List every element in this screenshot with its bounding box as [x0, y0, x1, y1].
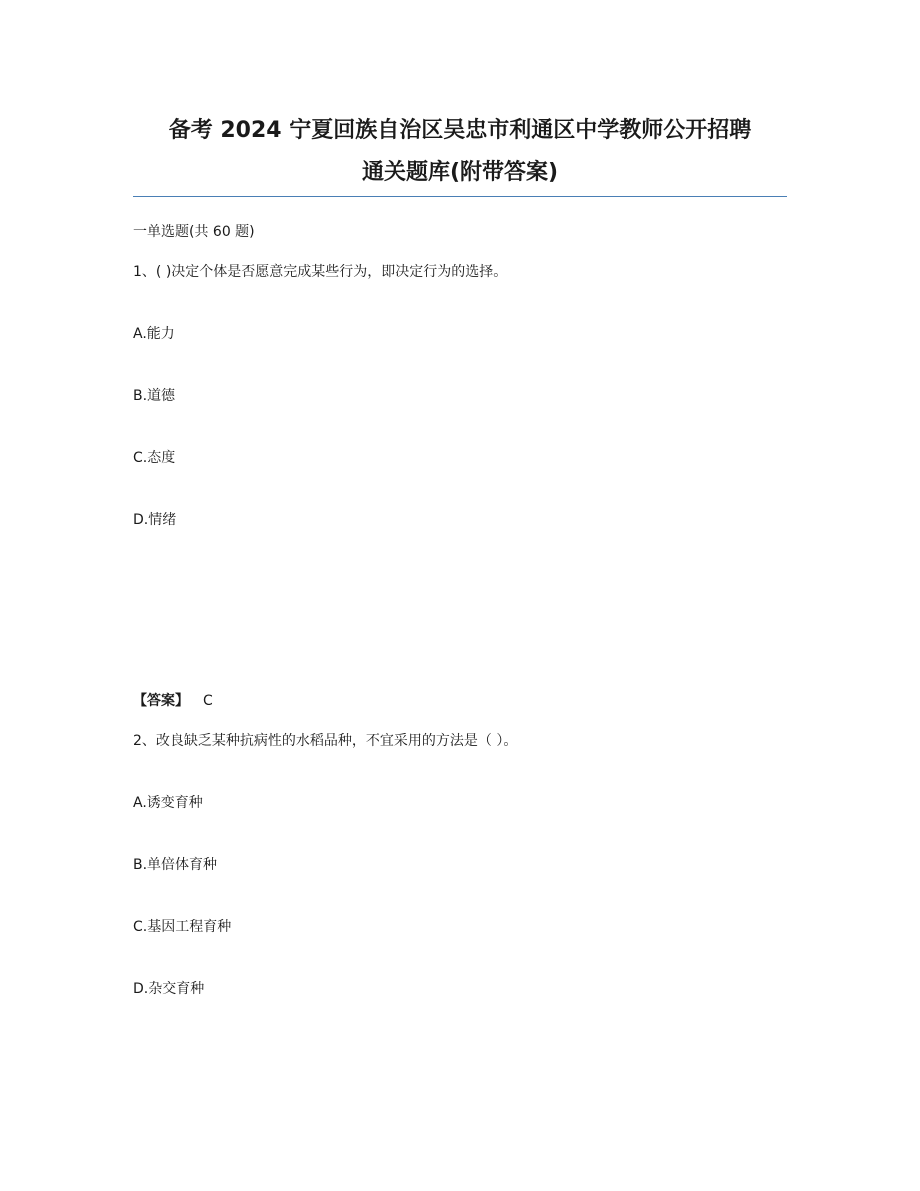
question-2-stem: 2、改良缺乏某种抗病性的水稻品种，不宜采用的方法是（ ）。	[133, 733, 518, 749]
question-1-option-b: B.道德	[133, 388, 176, 404]
section-heading: 一单选题(共 60 题)	[133, 224, 255, 240]
question-1-stem: 1、( )决定个体是否愿意完成某些行为，即决定行为的选择。	[133, 264, 508, 280]
answer-label: 【答案】	[133, 693, 189, 709]
question-1-option-c: C.态度	[133, 450, 176, 466]
question-1-answer	[133, 691, 213, 711]
document-title-line-2: 通关题库(附带答案)	[361, 160, 559, 185]
document-title-line-1: 备考 2024 宁夏回族自治区吴忠市利通区中学教师公开招聘	[168, 118, 752, 143]
title-divider	[133, 196, 787, 197]
question-2-option-c: C.基因工程育种	[133, 919, 232, 935]
question-1-option-a: A.能力	[133, 326, 175, 342]
question-2-option-d: D.杂交育种	[133, 981, 205, 997]
question-2-option-b: B.单倍体育种	[133, 857, 218, 873]
answer-value: C	[203, 693, 213, 709]
question-1-option-d: D.情绪	[133, 512, 177, 528]
question-2-option-a: A.诱变育种	[133, 795, 203, 811]
